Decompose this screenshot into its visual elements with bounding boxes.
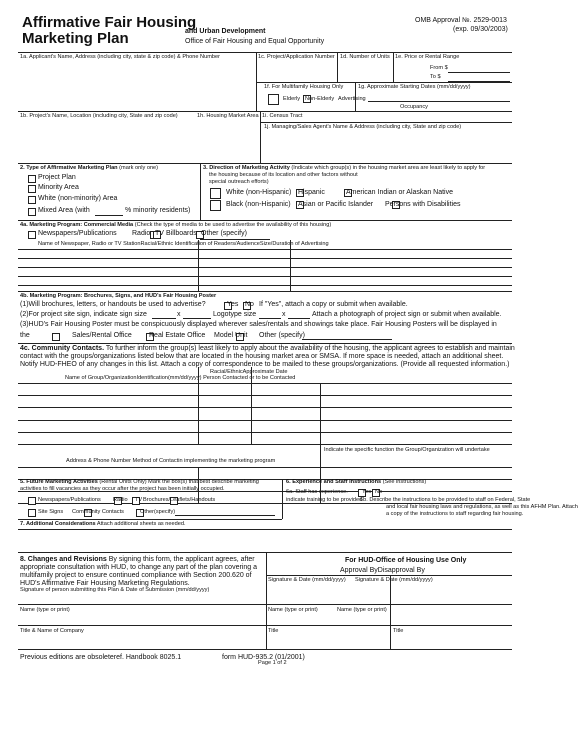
col-function: Indicate the specific function the Group/Organization will undertake xyxy=(324,447,490,453)
label-1e: 1e. Price or Rental Range xyxy=(395,54,460,60)
minority-area-checkbox[interactable] xyxy=(28,185,36,193)
label-1g: 1g. Approximate Starting Dates (mm/dd/yyyy) xyxy=(358,84,471,90)
section4c-text3: Notify HUD-FHEO of any changes in this list. Attach a copy of correspondence to be mailed to these groups/organizations. (Provide all requested information.) xyxy=(20,361,510,368)
poster-the: the xyxy=(20,332,30,339)
future-newspapers-checkbox[interactable] xyxy=(28,497,36,505)
logo-x: x xyxy=(282,311,286,318)
future-tv: TV xyxy=(135,497,143,503)
label-1h: 1h. Housing Market Area xyxy=(197,113,259,119)
label-1d: 1d. Number of Units xyxy=(340,54,390,60)
submitter-signature: Signature of person submitting this Plan & Date of Submission (mm/dd/yyyy) xyxy=(20,587,210,593)
col-station: Name of Newspaper, Radio or TV Station xyxy=(38,241,141,247)
section2-note: (mark only one) xyxy=(119,165,159,171)
form-title-line2: Marketing Plan xyxy=(22,30,129,47)
hud-heading: For HUD-Office of Housing Use Only xyxy=(345,557,467,564)
future-community: Community Contacts xyxy=(72,509,124,515)
future-radio: Radio xyxy=(113,497,128,503)
from-field[interactable] xyxy=(448,72,510,73)
q6b-text1: indicate training to be provided xyxy=(286,497,363,503)
label-1f: 1f. For Multifamily Housing Only xyxy=(264,84,344,90)
submitter-name: Name (type or print) xyxy=(20,607,70,613)
group-black: Black (non-Hispanic) xyxy=(226,201,291,208)
col-size-duration: Size/Duration of Advertising xyxy=(259,241,329,247)
advertising-date-field[interactable] xyxy=(368,101,510,102)
footer-form-number: form HUD-935.2 (01/2001) xyxy=(222,654,305,661)
future-brochures: Brochures/Leaflets/Handouts xyxy=(143,497,216,503)
q6b-text2: and local fair housing laws and regulations, as well as this AFHM Plan. Attach xyxy=(386,504,578,510)
white-non-hispanic-checkbox[interactable] xyxy=(210,188,221,199)
section4a-heading: 4a. Marketing Program: Commercial Media xyxy=(20,222,134,228)
section5-heading: 5. Future Marketing Activities xyxy=(20,479,98,485)
col-function-b: in implementing the marketing program xyxy=(178,458,276,464)
col-group-name: Name of Group/Organization xyxy=(65,375,137,381)
q2-text: (2)For project site sign, indicate sign size xyxy=(20,311,147,318)
sales-office-checkbox[interactable] xyxy=(52,333,60,341)
option-mixed-area: Mixed Area (with xyxy=(38,207,90,214)
label-non-elderly: Non-Elderly xyxy=(305,96,335,102)
minority-percent-field[interactable] xyxy=(95,215,123,216)
white-area-checkbox[interactable] xyxy=(28,196,36,204)
label-1a: 1a. Applicant's Name, Address (including city, state & zip code) & Phone Number xyxy=(20,54,220,60)
q6a-text: 6a. Staff has experience. xyxy=(286,489,348,495)
q6b-text3: a copy of the instructions to staff regarding fair housing. xyxy=(386,511,524,517)
group-american-indian: American Indian or Alaskan Native xyxy=(346,189,453,196)
omb-approval: OMB Approval №. 2529-0013 xyxy=(415,17,507,24)
name-field[interactable] xyxy=(18,625,266,626)
col-approx-date: Approximate Date xyxy=(242,369,288,375)
q6b-lead: 6b. Describe the instructions to be provided to staff on Federal, State xyxy=(360,497,531,503)
hud-disapproval: Disapproval By xyxy=(377,567,425,574)
group-disabilities: Persons with Disabilities xyxy=(385,201,461,208)
mixed-area-checkbox[interactable] xyxy=(28,208,36,216)
label-elderly: Elderly xyxy=(283,96,301,102)
newspapers-checkbox[interactable] xyxy=(28,231,36,239)
agency-line1: and Urban Development xyxy=(185,28,266,35)
col-date-format: (mm/dd/yyyy) xyxy=(167,375,202,381)
hud-sig-left: Signature & Date (mm/dd/yyyy) xyxy=(268,577,346,583)
col-identification: Identification xyxy=(136,375,168,381)
footer-handbook: ref. Handbook 8025.1 xyxy=(113,654,182,661)
form-title-line1: Affirmative Fair Housing xyxy=(22,14,197,31)
label-1b: 1b. Project's Name, Location (including city, State and zip code) xyxy=(20,113,178,119)
section2-heading: 2. Type of Affirmative Marketing Plan xyxy=(20,165,118,171)
media-other: Other (specify) xyxy=(201,230,247,237)
section8-text1: By signing this form, the applicant agrees, after xyxy=(108,556,255,563)
poster-real-estate: Real Estate Office xyxy=(149,332,206,339)
section4c-text1: To further inform the group(s) least likely to apply about the availability of the housing, the applicant agrees to establish and maintain xyxy=(105,345,515,352)
option-white-area: White (non-minority) Area xyxy=(38,195,118,202)
label-advertising: Advertising xyxy=(338,96,366,102)
sign-width-field[interactable] xyxy=(152,318,176,319)
experience-yes: Yes xyxy=(362,489,372,495)
q2-instruction: Attach a photograph of project sign or submit when available. xyxy=(312,311,502,318)
section4c-text2: contact with the groups/organizations listed below that are located in the housing market area or SMSA. If more space is needed, attach an additional sheet. xyxy=(20,353,504,360)
hud-name-left: Name (type or print) xyxy=(268,607,318,613)
section7-note: Attach additional sheets as needed. xyxy=(96,521,186,527)
media-newspapers: Newspapers/Publications xyxy=(38,230,117,237)
section4a-note: (Check the type of media to be used to advertise the availability of this housing) xyxy=(134,222,332,228)
future-other: Other(specify) xyxy=(140,509,176,515)
submitter-title: Title & Name of Company xyxy=(20,628,84,634)
col-method: Method of Contact xyxy=(132,458,179,464)
label-occupancy: Occupancy xyxy=(400,104,428,110)
col-person-contacted: Person Contacted or to be Contacted xyxy=(203,375,296,381)
section4b-heading: 4b. Marketing Program: Brochures, Signs, and HUD's Fair Housing Poster xyxy=(20,293,217,299)
section3-note-3: special outreach efforts) xyxy=(209,179,269,185)
section6-heading: 6. Experience and Staff Instructions xyxy=(286,479,382,485)
future-site-signs: Site Signs xyxy=(38,509,64,515)
col-racial-top: Racial/Ethnic xyxy=(210,369,243,375)
media-billboards: Billboards xyxy=(166,230,197,237)
media-tv: TV xyxy=(155,230,164,237)
section3-note-2: the housing because of its location and other factors without xyxy=(209,172,358,178)
option-project-plan: Project Plan xyxy=(38,174,76,181)
poster-model-unit: Model Unit xyxy=(214,332,248,339)
mixed-suffix: % minority residents) xyxy=(125,207,191,214)
hud-approval: Approval By xyxy=(340,567,378,574)
group-asian: Asian or Pacific Islander xyxy=(298,201,374,208)
agency-line2: Office of Fair Housing and Equal Opportunity xyxy=(185,38,325,45)
brochures-yes: Yes xyxy=(227,301,239,308)
black-non-hispanic-checkbox[interactable] xyxy=(210,200,221,211)
future-other-field[interactable] xyxy=(175,515,275,516)
hud-name-right: Name (type or print) xyxy=(337,607,387,613)
brochures-no: No xyxy=(245,301,254,308)
label-1j: 1j. Managing/Sales Agent's Name & Address (including city, State and zip code) xyxy=(264,124,462,130)
logo-height-field[interactable] xyxy=(288,318,310,319)
q3-text: (3)HUD's Fair Housing Poster must be conspicuously displayed wherever sales/rentals and showings take place. Fair Housing Posters will be displayed in xyxy=(20,321,497,328)
future-site-signs-checkbox[interactable] xyxy=(28,509,36,517)
footer-obsolete: Previous editions are obsolete xyxy=(20,654,114,661)
section5-note2: activities to fill vacancies as they occur after the project has been initially occupied. xyxy=(20,486,225,492)
signature-field[interactable] xyxy=(18,604,266,605)
media-radio: Radio xyxy=(132,230,151,237)
option-minority-area: Minority Area xyxy=(38,184,79,191)
label-to: To $ xyxy=(430,74,441,80)
section8-text2: appropriate consultation with HUD, to change any part of the plan covering a xyxy=(20,564,257,571)
label-1c: 1c. Project/Application Number xyxy=(258,54,335,60)
project-plan-checkbox[interactable] xyxy=(28,175,36,183)
label-1i: 1i. Census Tract xyxy=(262,113,303,119)
section7-heading: 7. Additional Considerations xyxy=(20,521,96,527)
section8-heading: 8. Changes and Revisions xyxy=(20,556,107,563)
group-hispanic: Hispanic xyxy=(298,189,325,196)
future-newspapers: Newspapers/Publications xyxy=(38,497,101,503)
elderly-checkbox[interactable] xyxy=(268,94,279,105)
section3-heading: 3. Direction of Marketing Activity xyxy=(203,165,290,171)
section4c-heading: 4c. Community Contacts. xyxy=(20,345,105,352)
label-from: From $ xyxy=(430,65,448,71)
sign-height-field[interactable] xyxy=(183,318,211,319)
col-racial-id: Racial/Ethnic Identification of Readers/Audience xyxy=(140,241,260,247)
logotype-label: Logotype size xyxy=(213,311,257,318)
poster-other: Other (specify) xyxy=(259,332,305,339)
hud-title-right: Title xyxy=(393,628,404,634)
poster-sales-office: Sales/Rental Office xyxy=(72,332,132,339)
hud-title-left: Title xyxy=(268,628,279,634)
col-address-phone: Address & Phone Number xyxy=(66,458,131,464)
footer-page: Page 1 of 2 xyxy=(258,660,287,666)
hud-sig-right: Signature & Date (mm/dd/yyyy) xyxy=(355,577,433,583)
media-other-field[interactable] xyxy=(200,239,270,240)
poster-other-field[interactable] xyxy=(302,339,392,340)
experience-no: No xyxy=(375,489,383,495)
rule-top xyxy=(18,52,512,53)
group-white: White (non-Hispanic) xyxy=(226,189,292,196)
sign-x: x xyxy=(177,311,181,318)
omb-expiration: (exp. 09/30/2003) xyxy=(453,26,508,33)
section8-text4: HUD's Affirmative Fair Housing Marketing Regulations. xyxy=(20,580,190,587)
section3-note-1: (Indicate which group(s) in the housing market area are least likely to apply for xyxy=(291,165,486,171)
logo-width-field[interactable] xyxy=(259,318,281,319)
q1-text: (1)Will brochures, letters, or handouts be used to advertise? xyxy=(20,301,206,308)
section8-text3: multifamily project to ensure continued compliance with Section 200.620 of xyxy=(20,572,252,579)
section5-note1: (Rental Units Only) Mark the box(s) that best describe marketing xyxy=(99,479,259,485)
q1-instruction: If "Yes", attach a copy or submit when available. xyxy=(259,301,408,308)
section6-note: (See instructions) xyxy=(382,479,427,485)
